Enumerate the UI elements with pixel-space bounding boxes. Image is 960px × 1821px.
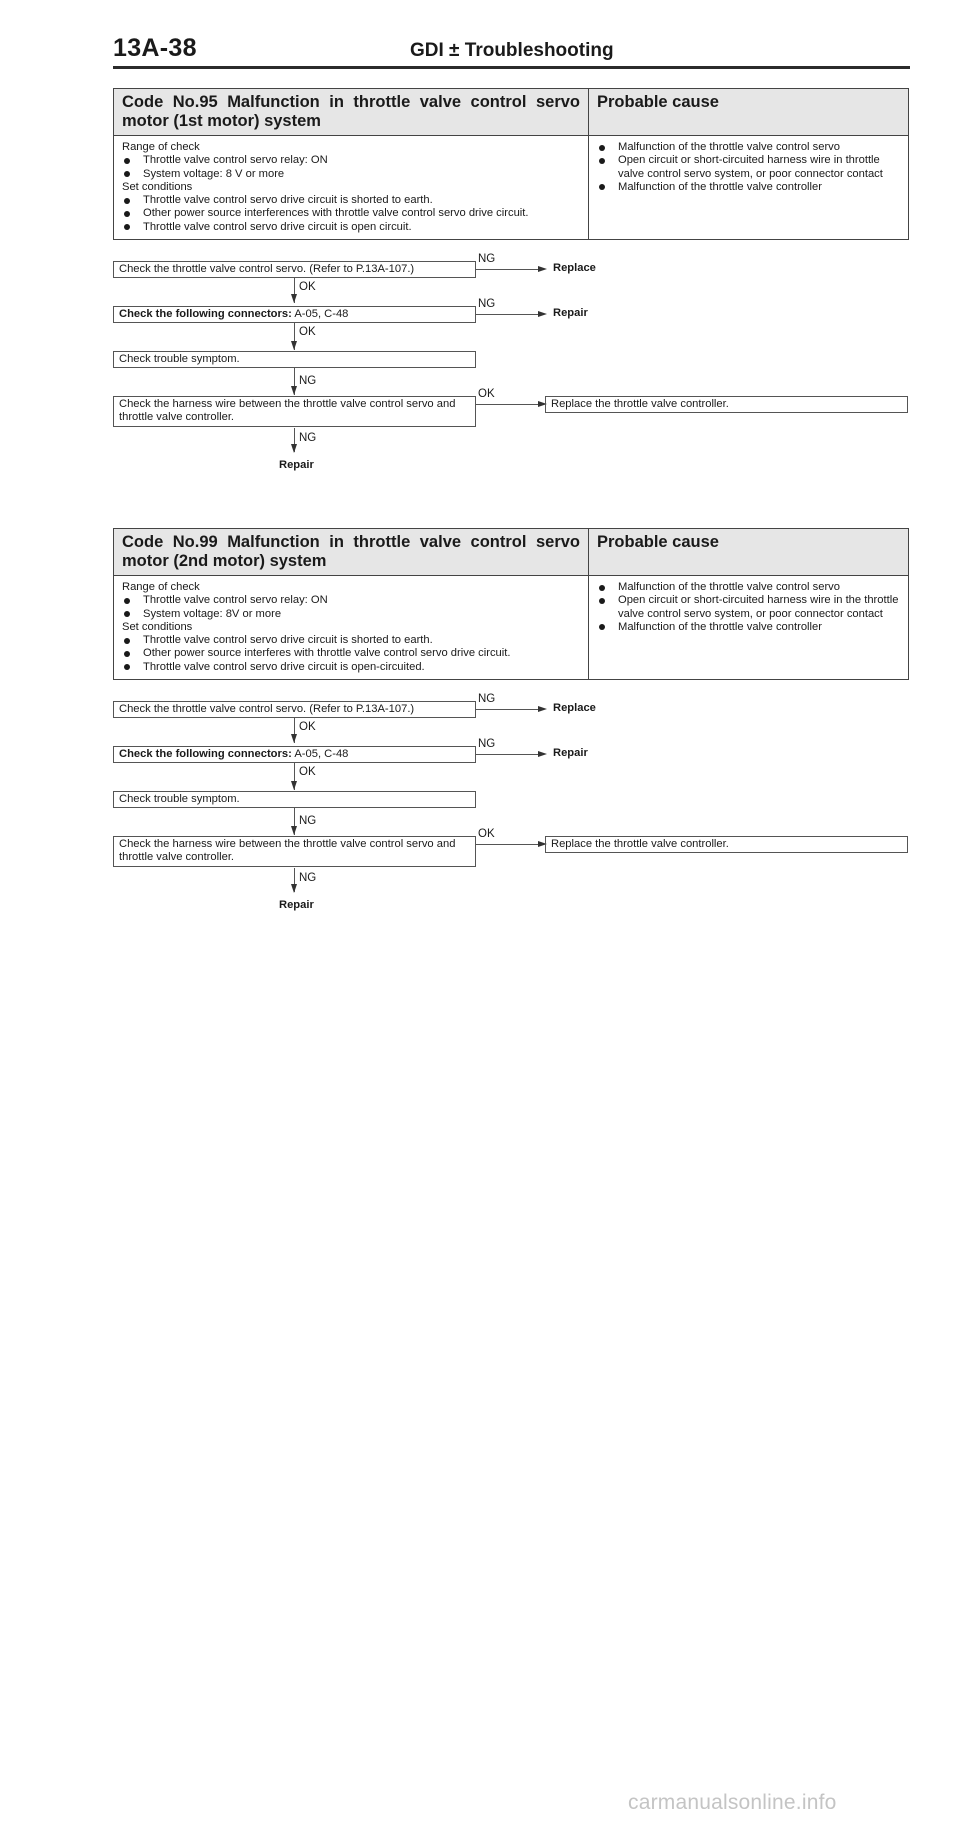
section-title: GDI ± Troubleshooting <box>410 40 614 61</box>
range-of-check-label: Range of check <box>122 581 200 593</box>
flow-connector <box>476 269 540 270</box>
connectors-value: A-05, C-48 <box>294 308 349 320</box>
flow-connector <box>476 709 540 710</box>
set-conditions-label: Set conditions <box>122 620 193 633</box>
flow-connector <box>476 314 540 315</box>
code-95-conditions <box>114 136 589 239</box>
flow-final-repair: Repair <box>279 459 314 471</box>
flow-result-repair: Repair <box>553 307 588 319</box>
range-item: Throttle valve control servo relay: ON <box>122 154 582 167</box>
flow-step-check-connectors <box>113 746 476 763</box>
flow-ng-label: NG <box>299 432 317 444</box>
flow-step-check-symptom: Check trouble symptom. <box>113 791 476 808</box>
code-99-title: Code No.99 Malfunction in throttle valve control servo motor (2nd motor) system <box>114 529 589 575</box>
flow-ng-label: NG <box>478 738 496 750</box>
connectors-label: Check the following connectors: <box>119 308 292 320</box>
range-item: System voltage: 8 V or more <box>122 168 582 181</box>
flow-step-check-connectors <box>113 306 476 323</box>
flow-ok-label: OK <box>299 281 316 293</box>
code-95-causes <box>589 136 908 239</box>
cause-item: Malfunction of the throttle valve control servo <box>597 141 900 154</box>
arrow-down-icon <box>291 734 297 743</box>
flow-step-check-servo: Check the throttle valve control servo. (Refer to P.13A-107.) <box>113 261 476 278</box>
code-99-table-body <box>114 576 908 679</box>
flow-step-check-servo: Check the throttle valve control servo. (Refer to P.13A-107.) <box>113 701 476 718</box>
range-item: Throttle valve control servo relay: ON <box>122 594 582 607</box>
code-95-title: Code No.95 Malfunction in throttle valve control servo motor (1st motor) system <box>114 89 589 135</box>
set-conditions-label: Set conditions <box>122 180 193 193</box>
flow-ng-label: NG <box>299 815 317 827</box>
flow-step-check-harness: Check the harness wire between the throttle valve control servo and throttle valve controller. <box>113 836 476 867</box>
flow-connector <box>476 754 540 755</box>
code-95-table-header <box>114 89 908 136</box>
flow-ok-label: OK <box>478 388 495 400</box>
set-condition-item: Throttle valve control servo drive circuit is open-circuited. <box>122 661 582 674</box>
cause-item: Malfunction of the throttle valve controller <box>597 181 900 194</box>
flow-ng-label: NG <box>478 298 496 310</box>
code-99-table-header <box>114 529 908 576</box>
flow-connector <box>476 844 540 845</box>
arrow-down-icon <box>291 444 297 453</box>
arrow-down-icon <box>291 386 297 395</box>
arrow-down-icon <box>291 826 297 835</box>
arrow-right-icon <box>538 751 547 757</box>
flow-step-check-harness: Check the harness wire between the throttle valve control servo and throttle valve controller. <box>113 396 476 427</box>
arrow-right-icon <box>538 706 547 712</box>
code-99-conditions <box>114 576 589 679</box>
arrow-down-icon <box>291 341 297 350</box>
flow-ng-label: NG <box>299 872 317 884</box>
cause-item: Open circuit or short-circuited harness wire in the throttle valve control servo system, or poor connector contact <box>597 594 900 621</box>
set-condition-item: Throttle valve control servo drive circuit is shorted to earth. <box>122 194 582 207</box>
arrow-down-icon <box>291 294 297 303</box>
range-of-check-label: Range of check <box>122 141 200 153</box>
page-number: 13A-38 <box>113 34 197 62</box>
cause-item: Malfunction of the throttle valve controller <box>597 621 900 634</box>
flow-ng-label: NG <box>478 693 496 705</box>
cause-item: Open circuit or short-circuited harness wire in throttle valve control servo system, or poor connector contact <box>597 154 900 181</box>
set-condition-item: Throttle valve control servo drive circuit is open circuit. <box>122 221 582 234</box>
flow-result-replace: Replace <box>553 702 596 714</box>
set-condition-item: Other power source interferences with throttle valve control servo drive circuit. <box>122 207 582 220</box>
flow-step-check-symptom: Check trouble symptom. <box>113 351 476 368</box>
code-99-causes <box>589 576 908 679</box>
code-99-cause-heading: Probable cause <box>597 533 719 551</box>
code-95-table-body <box>114 136 908 239</box>
flow-connector <box>476 404 540 405</box>
arrow-right-icon <box>538 266 547 272</box>
flow-ng-label: NG <box>478 253 496 265</box>
arrow-right-icon <box>538 311 547 317</box>
flow-result-replace-controller: Replace the throttle valve controller. <box>545 396 908 413</box>
flow-ng-label: NG <box>299 375 317 387</box>
set-condition-item: Throttle valve control servo drive circuit is shorted to earth. <box>122 634 582 647</box>
set-condition-item: Other power source interferes with throttle valve control servo drive circuit. <box>122 647 582 660</box>
flow-result-replace: Replace <box>553 262 596 274</box>
header-rule <box>113 66 910 69</box>
flow-result-replace-controller: Replace the throttle valve controller. <box>545 836 908 853</box>
range-item: System voltage: 8V or more <box>122 608 582 621</box>
arrow-down-icon <box>291 884 297 893</box>
code-99-table <box>113 528 909 680</box>
code-95-cause-heading: Probable cause <box>597 93 719 111</box>
flow-result-repair: Repair <box>553 747 588 759</box>
code-95-table <box>113 88 909 240</box>
cause-item: Malfunction of the throttle valve control servo <box>597 581 900 594</box>
flow-ok-label: OK <box>478 828 495 840</box>
flow-ok-label: OK <box>299 721 316 733</box>
connectors-value: A-05, C-48 <box>294 748 349 760</box>
watermark: carmanualsonline.info <box>628 1791 837 1814</box>
arrow-down-icon <box>291 781 297 790</box>
connectors-label: Check the following connectors: <box>119 748 292 760</box>
flow-ok-label: OK <box>299 326 316 338</box>
flow-ok-label: OK <box>299 766 316 778</box>
flow-final-repair: Repair <box>279 899 314 911</box>
